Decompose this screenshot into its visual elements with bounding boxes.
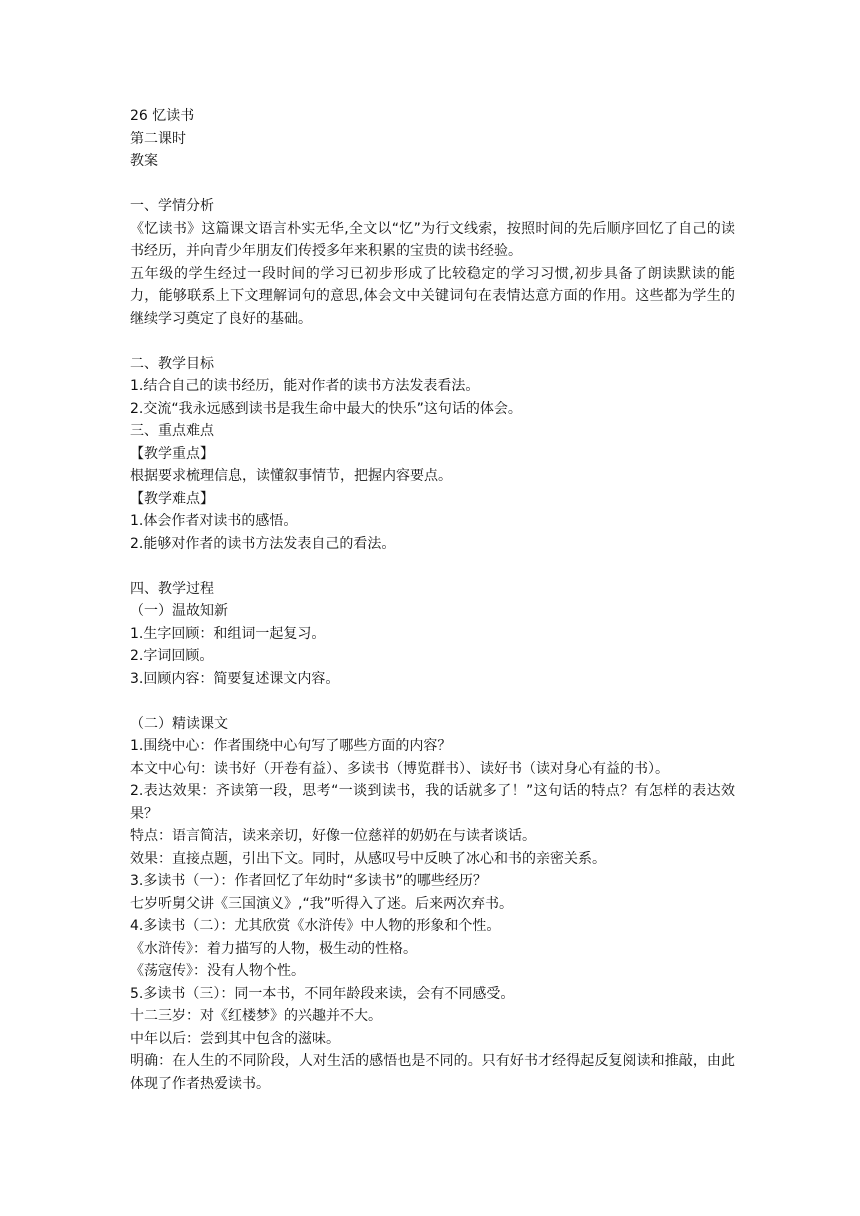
text-line: 明确：在人生的不同阶段，人对生活的感悟也是不同的。只有好书才经得起反复阅读和推敲，由此体现了作者热爱读书。 <box>130 1053 735 1092</box>
text-line: 一、学情分析 <box>130 198 214 214</box>
text-line: 1.生字回顾：和组词一起复习。 <box>130 625 326 642</box>
text-line: 本文中心句：读书好（开卷有益）、多读书（博览群书）、读好书（读对身心有益的书）。 <box>130 760 669 777</box>
text-line: 【教学重点】 <box>130 445 214 462</box>
text-line: 2.能够对作者的读书方法发表自己的看法。 <box>130 535 396 552</box>
blank-line <box>130 555 735 578</box>
text-line: 2.表达效果：齐读第一段，思考“一谈到读书，我的话就多了！”这句话的特点？有怎样的表达效果？ <box>130 783 735 822</box>
text-line: 五年级的学生经过一段时间的学习已初步形成了比较稳定的学习习惯,初步具备了朗读默读的能力，能够联系上下文理解词句的意思,体会文中关键词句在表情达意方面的作用。这些都为学生的继续学习奠定了良好的基础。 <box>130 265 735 327</box>
text-line: 4.多读书（二）：尤其欣赏《水浒传》中人物的形象和个性。 <box>130 918 501 934</box>
text-line: 【教学难点】 <box>130 490 214 507</box>
text-line: 26 忆读书 <box>130 108 195 124</box>
text-line: 根据要求梳理信息，读懂叙事情节，把握内容要点。 <box>130 468 452 484</box>
text-line: 中年以后：尝到其中包含的滋味。 <box>130 1030 340 1047</box>
blank-line <box>130 173 735 196</box>
text-line: （一）温故知新 <box>130 603 228 619</box>
text-line: （二）精读课文 <box>130 715 228 732</box>
text-line: 三、重点难点 <box>130 423 214 439</box>
text-line: 《水浒传》：着力描写的人物，极生动的性格。 <box>130 940 417 957</box>
blank-line <box>130 690 735 713</box>
text-line: 1.结合自己的读书经历，能对作者的读书方法发表看法。 <box>130 378 480 394</box>
text-line: 二、教学目标 <box>130 355 214 372</box>
text-line: 四、教学过程 <box>130 580 214 597</box>
text-line: 2.交流“我永远感到读书是我生命中最大的快乐”这句话的体会。 <box>130 400 522 417</box>
text-line: 1.体会作者对读书的感悟。 <box>130 513 298 529</box>
text-line: 2.字词回顾。 <box>130 648 214 664</box>
text-line: 《忆读书》这篇课文语言朴实无华,全文以“忆”为行文线索，按照时间的先后顺序回忆了自己的读书经历，并向青少年朋友们传授多年来积累的宝贵的读书经验。 <box>130 220 735 259</box>
text-line: 特点：语言简洁，读来亲切，好像一位慈祥的奶奶在与读者谈话。 <box>130 828 536 844</box>
text-line: 七岁听舅父讲《三国演义》,“我”听得入了迷。后来两次弃书。 <box>130 895 513 912</box>
text-line: 3.回顾内容：简要复述课文内容。 <box>130 670 340 687</box>
text-line: 5.多读书（三）：同一本书，不同年龄段来读，会有不同感受。 <box>130 985 515 1002</box>
text-line: 十二三岁：对《红楼梦》的兴趣并不大。 <box>130 1008 382 1024</box>
text-line: 效果：直接点题，引出下文。同时，从感叹号中反映了冰心和书的亲密关系。 <box>130 850 606 867</box>
document-page <box>130 105 735 1095</box>
text-line: 教案 <box>130 153 158 169</box>
text-line: 《荡寇传》：没有人物个性。 <box>130 963 305 979</box>
blank-line <box>130 330 735 353</box>
text-line: 第二课时 <box>130 130 186 147</box>
text-line: 3.多读书（一）：作者回忆了年幼时“多读书”的哪些经历？ <box>130 873 487 889</box>
text-line: 1.围绕中心：作者围绕中心句写了哪些方面的内容？ <box>130 738 452 754</box>
